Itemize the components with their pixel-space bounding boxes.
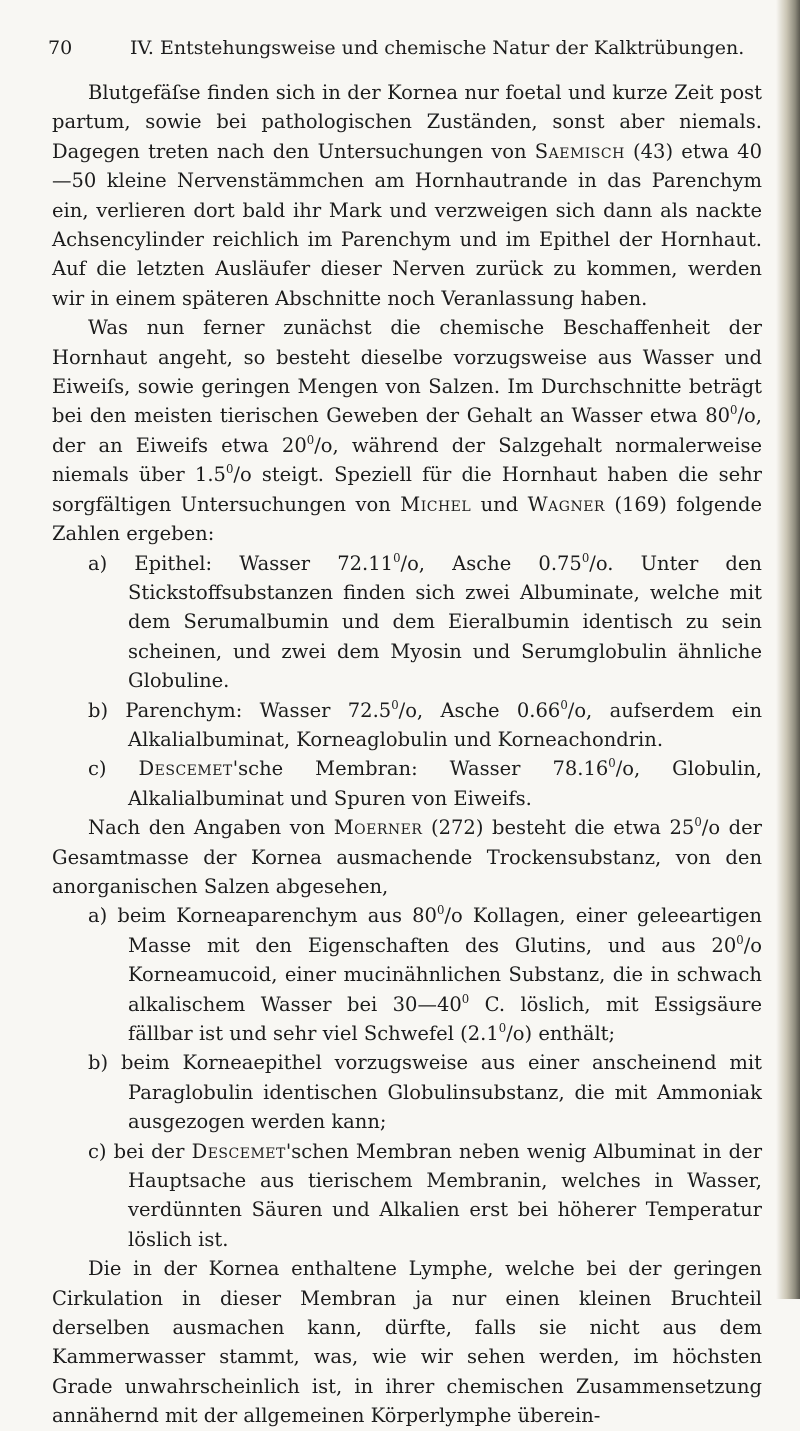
author-descemet: Descemet	[191, 1139, 286, 1163]
list-item: a) Epithel: Wasser 72.11$^0$/o, Asche 0.75$^0$/o. Unter den Stickstoffsubstanzen finden sich zwei Albuminate, welche mit dem Serumalbumin und dem Eieralbumin identisch zu sein scheinen, und zwei dem Myosin und Serumglobulin ähnliche Globuline.	[88, 550, 762, 693]
list-item: c) Descemet'sche Membran: Wasser 78.16$^0$/o, Globulin, Alkalialbuminat und Spuren von Eiweifs.	[88, 756, 762, 810]
paragraph-blood-vessels: Blutgefäſse finden sich in der Kornea nur foetal und kurze Zeit post partum, sowie bei pathologischen Zuständen, sonst aber niemals. Dagegen treten nach den Untersuchungen von Saemisch (43) etwa 40—50 kleine Nervenstämmchen am Hornhautrande in das Parenchym ein, verlieren dort bald ihr Mark und verzweigen sich dann als nackte Achsencylinder reichlich im Parenchym und im Epithel der Hornhaut. Auf die letzten Ausläufer dieser Nerven zurück zu kommen, werden wir in einem späteren Abschnitte noch Veranlassung haben.	[52, 81, 762, 310]
paragraph-lymph: Die in der Kornea enthaltene Lymphe, welche bei der geringen Cirkulation in dieser Membran ja nur einen kleinen Bruchteil derselben ausmachen kann, dürfte, falls sie nicht aus dem Kammerwasser stammt, was, wie wir sehen werden, im höchsten Grade unwahrscheinlich ist, in ihrer chemischen Zusammensetzung annähernd mit der allgemeinen Körperlymphe überein-	[52, 1257, 762, 1428]
list-item: b) Parenchym: Wasser 72.5$^0$/o, Asche 0.66$^0$/o, aufserdem ein Alkalialbuminat, Korneaglobulin und Korneachondrin.	[88, 697, 763, 751]
author-michel: Michel	[400, 492, 472, 516]
body-text	[52, 78, 762, 1431]
author-descemet: Descemet	[138, 757, 233, 781]
author-saemisch: Saemisch	[534, 139, 625, 163]
page-header	[48, 34, 748, 62]
running-title: IV. Entstehungsweise und chemische Natur der Kalktrübungen.	[130, 37, 745, 59]
author-wagner: Wagner	[527, 492, 605, 516]
paragraph-moerner: Nach den Angaben von Moerner (272) besteht die etwa $25^0/o$ der Gesamtmasse der Kornea ausmachende Trockensubstanz, von den anorganischen Salzen abgesehen,	[52, 814, 762, 898]
page-edge-shadow	[776, 0, 800, 1299]
author-moerner: Moerner	[333, 816, 423, 840]
page-number: 70	[48, 37, 73, 59]
list-item: b) beim Korneaepithel vorzugsweise aus einer anscheinend mit Paraglobulin identischen Globulinsubstanz, die mit Ammoniak ausgezogen werden kann;	[88, 1051, 762, 1134]
list-item: c) bei der Descemet'schen Membran neben wenig Albuminat in der Hauptsache aus tierischem Membranin, welches in Wasser, verdünnten Säuren und Alkalien erst bei höherer Temperatur löslich ist.	[88, 1139, 763, 1251]
paragraph-chemical-composition: Was nun ferner zunächst die chemische Beschaffenheit der Hornhaut angeht, so besteht dieselbe vorzugsweise aus Wasser und Eiweiſs, sowie geringen Mengen von Salzen. Im Durchschnitte beträgt bei den meisten tierischen Geweben der Gehalt an Wasser etwa $80^0/o$, der an Eiweifs etwa $20^0/o$, während der Salzgehalt normalerweise niemals über $1.5^0/o$ steigt. Speziell für die Hornhaut haben die sehr sorgfältigen Untersuchungen von Michel und Wagner (169) folgende Zahlen ergeben:	[52, 316, 763, 546]
list-item: a) beim Korneaparenchym aus $80^0/o$ Kollagen, einer geleeartigen Masse mit den Eigenschaften des Glutins, und aus $20^0/o$ Korneamucoid, einer mucinähnlichen Substanz, die in schwach alkalischem Wasser bei $30—40^0$ C. löslich, mit Essigsäure fällbar ist und sehr viel Schwefel $(2.1^0/o)$ enthält;	[88, 903, 762, 1045]
